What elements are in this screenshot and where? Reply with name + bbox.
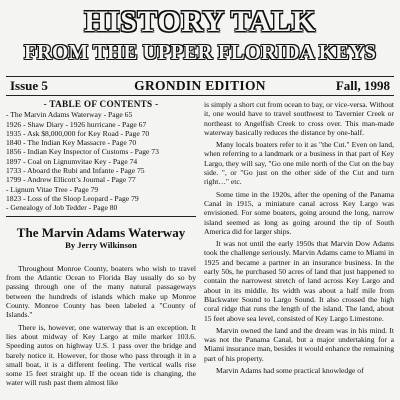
issue-date: Fall, 1998 <box>335 78 390 93</box>
edition-name: GRONDIN EDITION <box>134 78 266 93</box>
article-paragraph: is simply a short cut from ocean to bay, or vice-versa. Without it, one would have to travel southwest to Tavernier Creek or northeast to Angelfish Creek to cross over. This man-made waterway basically reduces the distance by one-half. <box>204 100 394 137</box>
article-paragraph: Some time in the 1920s, after the opening of the Panama Canal in 1915, a miniature canal across Key Largo was envisioned. For some boaters, going around the long, narrow island seemed as long as going around the tip of South America did for larger ships. <box>204 189 394 236</box>
toc-item: 1856 - Indian Key Inspector of Customs - Page 73 <box>6 147 159 157</box>
toc-item: 1840 - The Indian Key Massacre - Page 70 <box>6 138 137 148</box>
toc-item: 1733 - Aboard the Rubi and Infante - Page 75 <box>6 166 145 176</box>
article-paragraph: It was not until the early 1950s that Marvin Dow Adams took the challenge seriously. Marvin Adams came to Miami in 1925 and became a partner in an insurance business. In the early 50s, he purchased 50 acres of land that just happened to contain the narrowest stretch of land across Key Largo and about in its middle. Its width was about a half mile from Blackwater Sound to Largo Sound. It also crossed the high coral ridge that runs the length of the island. The land, about 15 feet above sea level, consisted of Key Largo Limestone. <box>204 239 394 323</box>
article-body-left <box>6 264 196 388</box>
toc-divider <box>6 216 196 217</box>
left-column <box>6 100 196 391</box>
issue-bar <box>6 76 394 96</box>
article-byline: By Jerry Wilkinson <box>65 239 137 250</box>
newsletter-title: HISTORY TALK <box>84 5 316 38</box>
article-paragraph: Marvin owned the land and the dream was in his mind. It was not the Panama Canal, but a major undertaking for a Miami insurance man, besides it would enhance the remaining part of his property. <box>204 325 394 363</box>
article-title: The Marvin Adams Waterway <box>16 224 186 240</box>
issue-number: Issue 5 <box>10 78 48 93</box>
toc-heading: - TABLE OF CONTENTS - <box>43 99 159 109</box>
toc-item: 1897 - Coal on Lignumvitae Key - Page 74 <box>6 156 138 166</box>
article-body-right <box>204 100 394 378</box>
article-paragraph: Marvin Adams had some practical knowledge of <box>216 366 364 376</box>
toc-item: 1926 - Shaw Diary - 1926 hurricane - Page 67 <box>6 119 147 129</box>
newsletter-subtitle: FROM THE UPPER FLORIDA KEYS <box>24 40 376 64</box>
article-paragraph: Throughout Monroe County, boaters who wish to travel from the Atlantic Ocean to Florida Bay usually do so by passing through one of the many natural passageways between the hundreds of islands which make up Monroe County. Monroe County has been labeled a "County of Islands." <box>6 263 196 320</box>
article-paragraph: Many locals boaters refer to it as "the Cut." Even on land, when referring to a landmark or a business in that part of Key Largo, they will say, "Go one mile north of the Cut on the bay side. ", or "Go just on the other side of the Cut and turn right…" etc. <box>204 140 394 187</box>
toc-item: - The Marvin Adams Waterway - Page 65 <box>6 110 133 120</box>
toc-item: 1799 - Andrew Ellicott’s Journal - Page 77 <box>6 175 136 185</box>
toc-item: 1935 - Ask $8,000,000 for Key Road - Page 70 <box>6 128 150 138</box>
article-paragraph: There is, however, one waterway that is an exception. It lies about midway of Key Largo at mile marker 103.6. Speeding autos on highway U.S. 1 pass over the bridge and barely notice it. However, for those who pass through it in a small boat, it is a different feeling. The vertical walls rise some 15 feet straight up. If the ocean tide is changing, the water will rush past them almost like <box>6 322 196 388</box>
toc-item: - Lignum Vitae Tree - Page 79 <box>6 184 99 194</box>
masthead <box>0 6 400 64</box>
toc-item: 1823 - Loss of the Sloop Leopard - Page 79 <box>6 193 139 203</box>
toc-item: - Genealogy of Job Tedder - Page 80 <box>6 203 118 213</box>
toc-list <box>6 110 196 212</box>
